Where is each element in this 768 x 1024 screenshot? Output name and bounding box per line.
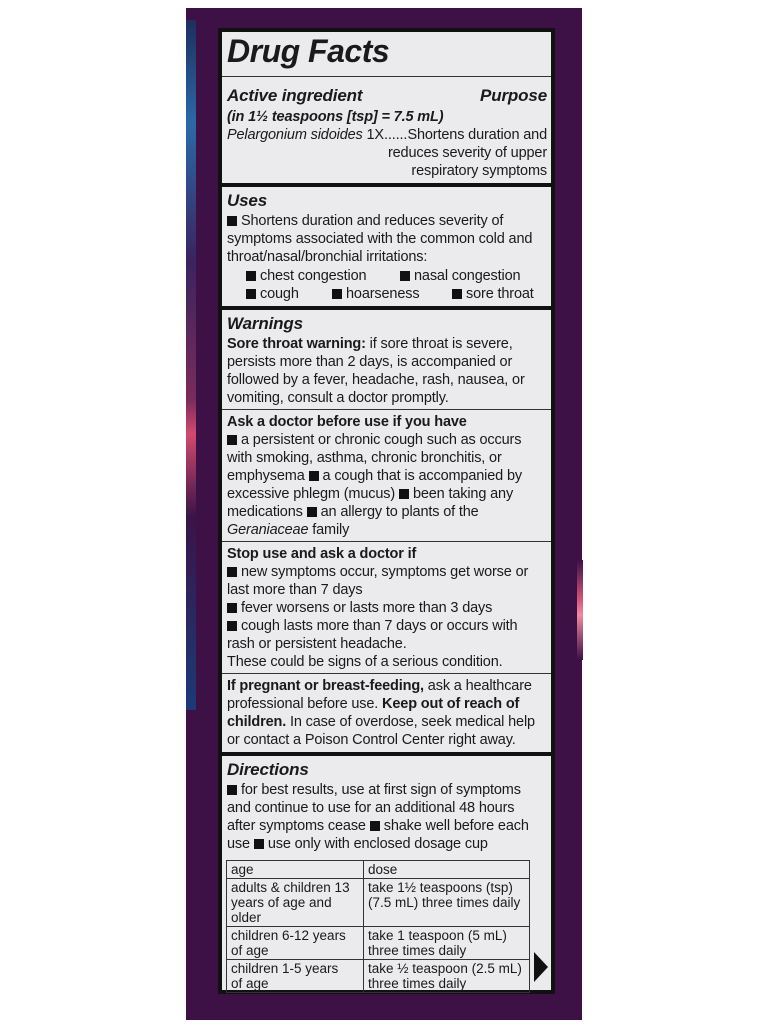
ask-doctor-heading: Ask a doctor before use if you have — [227, 414, 467, 430]
sore-throat-line-4: vomiting, consult a doctor promptly. — [227, 390, 449, 406]
black-square-icon — [399, 489, 409, 499]
divider — [222, 673, 551, 674]
sore-throat-line-1: Sore throat warning: if sore throat is severe, — [227, 336, 513, 352]
uses-line-1: Shortens duration and reduces severity of — [227, 212, 503, 230]
black-square-icon — [227, 603, 237, 613]
directions-line-4: use use only with enclosed dosage cup — [227, 836, 488, 852]
black-square-icon — [452, 289, 462, 299]
active-ingredient-line — [227, 126, 407, 144]
drug-facts-panel — [218, 28, 555, 994]
black-square-icon — [332, 289, 342, 299]
sore-throat-line-3: followed by a fever, headache, rash, nausea, or — [227, 372, 525, 388]
black-square-icon — [227, 435, 237, 445]
dose-cell: take ½ teaspoon (2.5 mL) three times daily — [364, 960, 530, 993]
uses-line-3: throat/nasal/bronchial irritations: — [227, 249, 428, 265]
poison-control-line: or contact a Poison Control Center right away. — [227, 732, 516, 748]
black-square-icon — [227, 567, 237, 577]
warnings-heading: Warnings — [227, 314, 303, 333]
active-amount: (in 1½ teaspoons [tsp] = 7.5 mL) — [227, 109, 444, 125]
directions-line-2: and continue to use for an additional 48 hours — [227, 800, 515, 816]
black-square-icon — [254, 839, 264, 849]
stop-line-3: fever worsens or lasts more than 3 days — [227, 599, 492, 617]
stop-line-2: last more than 7 days — [227, 582, 363, 598]
stop-line-1: new symptoms occur, symptoms get worse or — [227, 563, 528, 581]
active-ingredient-heading: Active ingredient — [227, 86, 363, 105]
floral-artwork-left — [186, 20, 196, 710]
floral-artwork-right — [577, 560, 583, 660]
use-item-hoarseness: hoarseness — [332, 285, 419, 303]
dosage-table — [226, 860, 530, 993]
black-square-icon — [309, 471, 319, 481]
sore-throat-line-2: persists more than 2 days, is accompanied or — [227, 354, 513, 370]
stop-line-4: cough lasts more than 7 days or occurs with — [227, 617, 517, 635]
divider — [222, 409, 551, 410]
black-square-icon — [246, 289, 256, 299]
right-triangle-arrow-icon — [534, 952, 548, 982]
pregnant-line-1: If pregnant or breast-feeding, ask a healthcare — [227, 678, 532, 694]
ingredient-strength: 1X...... — [362, 127, 408, 143]
dose-cell: take 1½ teaspoons (tsp) (7.5 mL) three times daily — [364, 879, 530, 927]
table-header-row — [227, 861, 530, 879]
ask-line-5: medications an allergy to plants of the — [227, 504, 479, 520]
keep-out-line: children. In case of overdose, seek medical help — [227, 714, 535, 730]
directions-line-3: after symptoms cease shake well before each — [227, 818, 529, 834]
table-row — [227, 927, 530, 960]
section-rule — [222, 306, 551, 310]
black-square-icon — [227, 621, 237, 631]
section-rule — [222, 183, 551, 187]
divider — [222, 541, 551, 542]
age-cell: children 1-5 years of age — [227, 960, 364, 993]
black-square-icon — [370, 821, 380, 831]
black-square-icon — [400, 271, 410, 281]
ask-line-1: a persistent or chronic cough such as occurs — [227, 431, 521, 449]
purpose-heading: Purpose — [480, 86, 547, 105]
directions-line-1: for best results, use at first sign of symptoms — [227, 781, 521, 799]
stop-line-6: These could be signs of a serious condition. — [227, 654, 503, 670]
black-square-icon — [307, 507, 317, 517]
uses-line-2: symptoms associated with the common cold and — [227, 231, 533, 247]
ask-line-3: emphysema a cough that is accompanied by — [227, 468, 522, 484]
age-cell: adults & children 13 years of age and older — [227, 879, 364, 927]
purpose-line-3: respiratory symptoms — [411, 163, 547, 179]
table-header-age: age — [227, 861, 364, 879]
use-item-nasal-congestion: nasal congestion — [400, 267, 520, 285]
table-row — [227, 879, 530, 927]
age-cell: children 6-12 years of age — [227, 927, 364, 960]
divider — [222, 76, 551, 77]
drug-facts-title: Drug Facts — [227, 33, 390, 69]
use-item-cough: cough — [246, 285, 299, 303]
black-square-icon — [246, 271, 256, 281]
use-item-chest-congestion: chest congestion — [246, 267, 366, 285]
stop-line-5: rash or persistent headache. — [227, 636, 407, 652]
ask-line-6: Geraniaceae family — [227, 522, 350, 538]
table-header-dose: dose — [364, 861, 530, 879]
uses-heading: Uses — [227, 191, 268, 210]
directions-heading: Directions — [227, 760, 309, 779]
black-square-icon — [227, 216, 237, 226]
section-rule — [222, 752, 551, 756]
purpose-line-1: Shortens duration and — [407, 127, 547, 143]
black-square-icon — [227, 785, 237, 795]
pregnant-line-2: professional before use. Keep out of reach of — [227, 696, 520, 712]
use-item-sore-throat: sore throat — [452, 285, 534, 303]
dose-cell: take 1 teaspoon (5 mL) three times daily — [364, 927, 530, 960]
ask-line-4: excessive phlegm (mucus) been taking any — [227, 486, 514, 502]
purpose-line-2: reduces severity of upper — [387, 145, 547, 161]
ingredient-name: Pelargonium sidoides — [227, 127, 363, 143]
ask-line-2: with smoking, asthma, chronic bronchitis, or — [227, 450, 502, 466]
table-row — [227, 960, 530, 993]
stop-use-heading: Stop use and ask a doctor if — [227, 546, 417, 562]
